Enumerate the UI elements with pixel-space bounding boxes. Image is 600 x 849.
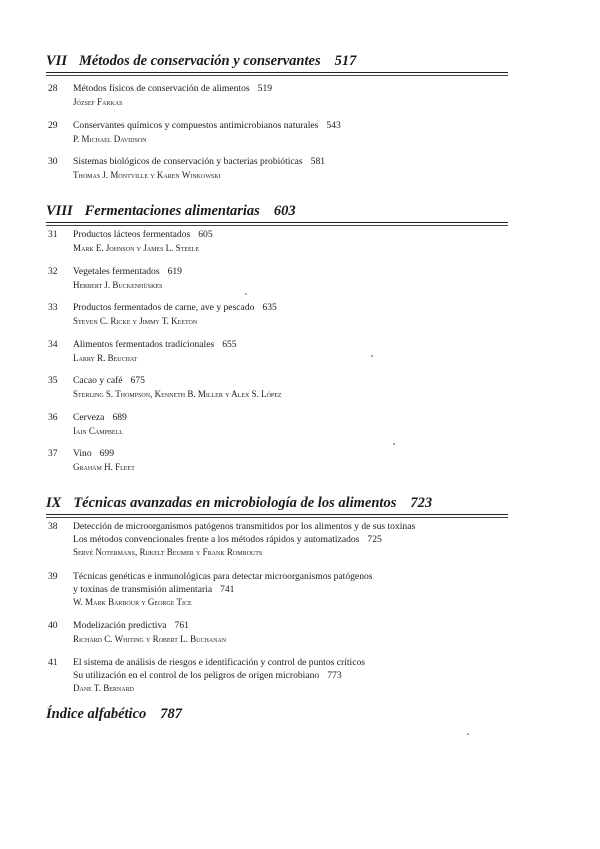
chapter-page: 699 [99, 448, 115, 459]
chapter-title: Técnicas genéticas e inmunológicas para detectar microorganismos patógenos [73, 571, 373, 582]
chapter-number: 36 [48, 412, 58, 423]
chapter-page: 543 [326, 120, 341, 131]
chapter-authors: Thomas J. Montville y Karen Winkowski [73, 169, 221, 180]
chapter-authors: W. Mark Barbour y George Tice [73, 597, 192, 608]
part-heading [46, 203, 508, 226]
chapter-page: 725 [367, 533, 382, 545]
chapter-title: Detección de microorganismos patógenos transmitidos por los alimentos y de sus toxinas [73, 521, 416, 532]
chapter-page: 675 [130, 375, 145, 386]
scan-speck [245, 293, 247, 295]
scan-speck [393, 443, 395, 445]
part-number: IX [46, 495, 62, 511]
chapter-authors: Larry R. Beuchat [73, 352, 138, 363]
chapter-page: 741 [220, 583, 235, 595]
chapter-authors: Dane T. Bernard [73, 683, 134, 694]
chapter-entry [48, 83, 540, 108]
chapter-authors: József Farkas [73, 96, 123, 107]
index-title: Índice alfabético [46, 706, 147, 722]
chapter-title: Vino [73, 448, 92, 459]
part-number: VII [46, 53, 67, 69]
part-rule-thin [46, 517, 508, 518]
chapter-entry [48, 120, 540, 145]
chapter-authors: Graham H. Fleet [73, 461, 135, 472]
scan-speck [467, 733, 469, 735]
chapter-number: 29 [48, 120, 58, 131]
part-title: Métodos de conservación y conservantes [78, 53, 321, 69]
part-rule-thick [46, 514, 508, 515]
part-heading [46, 53, 508, 76]
chapter-title: Vegetales fermentados [73, 266, 160, 277]
chapter-entry [48, 339, 540, 364]
chapter-title: El sistema de análisis de riesgos e identificación y control de puntos críticos [73, 657, 366, 668]
chapter-entry [48, 448, 540, 473]
part-rule-thick [46, 222, 508, 223]
chapter-number: 37 [48, 448, 58, 459]
chapter-authors: P. Michael Davidson [73, 133, 147, 144]
part-page: 517 [334, 53, 357, 69]
part-title-line [46, 495, 508, 513]
chapter-number: 32 [48, 266, 58, 277]
chapter-entry [48, 620, 540, 645]
chapter-title: Sistemas biológicos de conservación y bacterias probióticas [73, 156, 303, 167]
chapter-title: Alimentos fermentados tradicionales [73, 339, 215, 350]
chapter-title: Métodos físicos de conservación de alimentos [73, 83, 250, 94]
chapter-number: 33 [48, 302, 58, 313]
chapter-authors: Steven C. Ricke y Jimmy T. Keeton [73, 315, 198, 326]
part-title: Técnicas avanzadas en microbiología de los alimentos [73, 495, 397, 511]
chapter-number: 40 [48, 620, 58, 631]
chapter-page: 605 [198, 229, 213, 240]
chapter-subtitle: Su utilización en el control de los peligros de origen microbiano [73, 669, 320, 681]
chapter-entry [48, 302, 540, 327]
part-title-line [46, 53, 508, 71]
chapter-authors: Richard C. Whiting y Robert L. Buchanan [73, 633, 227, 644]
chapter-page: 655 [222, 339, 237, 350]
chapter-entry [48, 521, 540, 559]
chapter-title: Productos lácteos fermentados [73, 229, 191, 240]
chapter-page: 761 [174, 620, 189, 631]
chapter-page: 689 [112, 412, 127, 423]
part-number: VIII [46, 203, 73, 219]
chapter-authors: Herbert J. Buckenhüskes [73, 279, 163, 290]
chapter-page: 635 [262, 302, 277, 313]
part-title: Fermentaciones alimentarias [84, 203, 260, 219]
chapter-authors: Sterling S. Thompson, Kenneth B. Miller y Alex S. López [73, 388, 282, 399]
chapter-entry [48, 229, 540, 254]
chapter-entry [48, 571, 540, 609]
chapter-subtitle: y toxinas de transmisión alimentaria [73, 583, 213, 595]
part-heading [46, 495, 508, 518]
chapter-authors: Servé Notermans, Rijkelt Beumer y Frank Rombouts [73, 547, 263, 558]
chapter-number: 39 [48, 571, 58, 582]
chapter-number: 34 [48, 339, 58, 350]
part-rule-thin [46, 75, 508, 76]
chapter-entry [48, 375, 540, 400]
chapter-authors: Mark E. Johnson y James L. Steele [73, 242, 200, 253]
scan-speck [371, 355, 373, 357]
chapter-entry [48, 412, 540, 437]
chapter-title: Cerveza [73, 412, 105, 423]
part-title-line [46, 203, 508, 221]
chapter-entry [48, 266, 540, 291]
chapter-page: 773 [327, 669, 342, 681]
chapter-entry [48, 657, 540, 695]
chapter-authors: Iain Campbell [73, 425, 123, 436]
chapter-number: 30 [48, 156, 58, 167]
chapter-number: 31 [48, 229, 58, 240]
chapter-title: Cacao y café [73, 375, 123, 386]
part-rule-thick [46, 72, 508, 73]
chapter-number: 35 [48, 375, 58, 386]
chapter-entry [48, 156, 540, 181]
chapter-page: 519 [257, 83, 273, 94]
chapter-number: 38 [48, 521, 58, 532]
chapter-number: 41 [48, 657, 58, 668]
chapter-title: Productos fermentados de carne, ave y pescado [73, 302, 255, 313]
chapter-number: 28 [48, 83, 58, 94]
chapter-subtitle: Los métodos convencionales frente a los métodos rápidos y automatizados [73, 533, 360, 545]
part-page: 603 [273, 203, 296, 219]
chapter-title: Conservantes químicos y compuestos antimicrobianos naturales [73, 120, 319, 131]
chapter-page: 619 [167, 266, 182, 277]
part-rule-thin [46, 225, 508, 226]
index-page: 787 [160, 706, 183, 722]
part-page: 723 [410, 495, 433, 511]
index-heading [46, 706, 182, 723]
chapter-title: Modelización predictiva [73, 620, 167, 631]
chapter-page: 581 [310, 156, 326, 167]
